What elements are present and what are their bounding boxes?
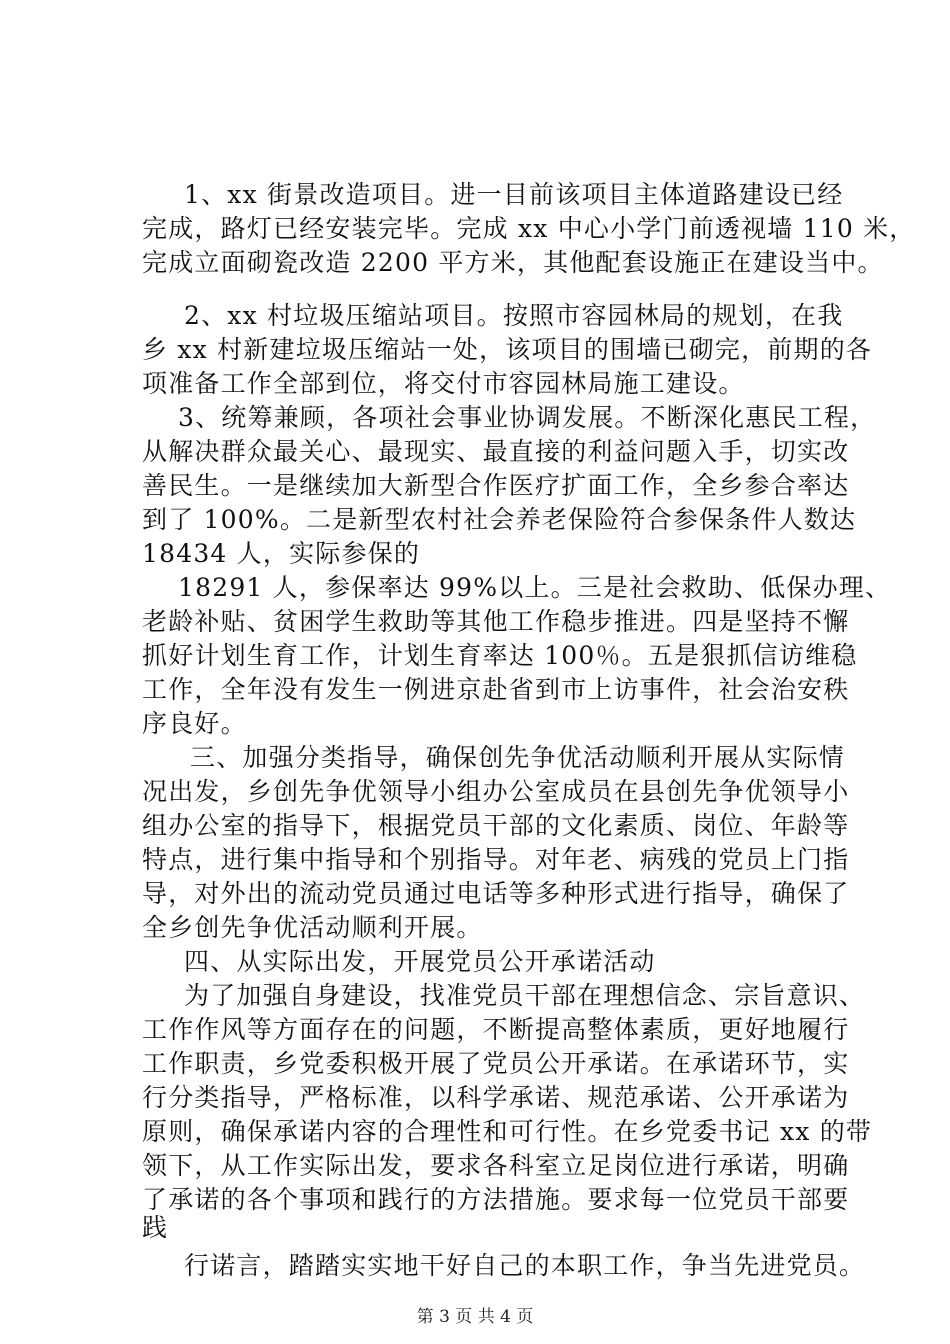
page-footer: 第 3 页 共 4 页: [416, 1307, 534, 1327]
text-line: 行诺言，踏踏实实地干好自己的本职工作，争当先进党员。: [184, 1251, 866, 1280]
text-line: 组办公室的指导下，根据党员干部的文化素质、岗位、年龄等: [142, 811, 850, 840]
text-line: 18434 人，实际参保的: [142, 539, 421, 568]
text-line: 工作，全年没有发生一例进京赴省到市上访事件，社会治安秩: [142, 675, 850, 704]
section-heading: 四、从实际出发，开展党员公开承诺活动: [184, 947, 656, 976]
text-line: 践: [142, 1213, 169, 1242]
text-line: 完成立面砌瓷改造 2200 平方米，其他配套设施正在建设当中。: [142, 248, 884, 277]
text-line: 工作作风等方面存在的问题，不断提高整体素质，更好地履行: [142, 1015, 850, 1044]
text-line: 序良好。: [142, 709, 247, 738]
text-line: 工作职责，乡党委积极开展了党员公开承诺。在承诺环节，实: [142, 1049, 850, 1078]
text-line: 3、统筹兼顾，各项社会事业协调发展。不断深化惠民工程，: [178, 403, 877, 432]
text-line: 三、加强分类指导，确保创先争优活动顺利开展从实际情: [190, 743, 846, 772]
text-line: 到了 100%。二是新型农村社会养老保险符合参保条件人数达: [142, 505, 857, 534]
text-line: 为了加强自身建设，找准党员干部在理想信念、宗旨意识、: [184, 981, 866, 1010]
text-line: 善民生。一是继续加大新型合作医疗扩面工作，全乡参合率达: [142, 471, 850, 500]
text-line: 领下，从工作实际出发，要求各科室立足岗位进行承诺，明确: [142, 1151, 850, 1180]
text-line: 原则，确保承诺内容的合理性和可行性。在乡党委书记 xx 的带: [142, 1117, 873, 1146]
text-line: 特点，进行集中指导和个别指导。对年老、病残的党员上门指: [142, 845, 850, 874]
text-line: 完成，路灯已经安装完毕。完成 xx 中心小学门前透视墙 110 米，: [142, 214, 916, 243]
text-line: 从解决群众最关心、最现实、最直接的利益问题入手，切实改: [142, 437, 850, 466]
text-line: 况出发，乡创先争优领导小组办公室成员在县创先争优领导小: [142, 777, 850, 806]
text-line: 1、xx 街景改造项目。进一目前该项目主体道路建设已经: [184, 180, 844, 209]
text-line: 抓好计划生育工作，计划生育率达 100％。五是狠抓信访维稳: [142, 641, 858, 670]
text-line: 项准备工作全部到位，将交付市容园林局施工建设。: [142, 369, 745, 398]
text-line: 行分类指导，严格标准，以科学承诺、规范承诺、公开承诺为: [142, 1083, 850, 1112]
text-line: 18291 人，参保率达 99%以上。三是社会救助、低保办理、: [178, 573, 892, 602]
text-line: 全乡创先争优活动顺利开展。: [142, 913, 483, 942]
text-line: 导，对外出的流动党员通过电话等多种形式进行指导，确保了: [142, 879, 850, 908]
text-line: 乡 xx 村新建垃圾压缩站一处，该项目的围墙已砌完，前期的各: [142, 335, 873, 364]
text-line: 了承诺的各个事项和践行的方法措施。要求每一位党员干部要: [142, 1185, 850, 1214]
text-line: 2、xx 村垃圾压缩站项目。按照市容园林局的规划，在我: [184, 301, 844, 330]
text-line: 老龄补贴、贫困学生救助等其他工作稳步推进。四是坚持不懈: [142, 607, 850, 636]
